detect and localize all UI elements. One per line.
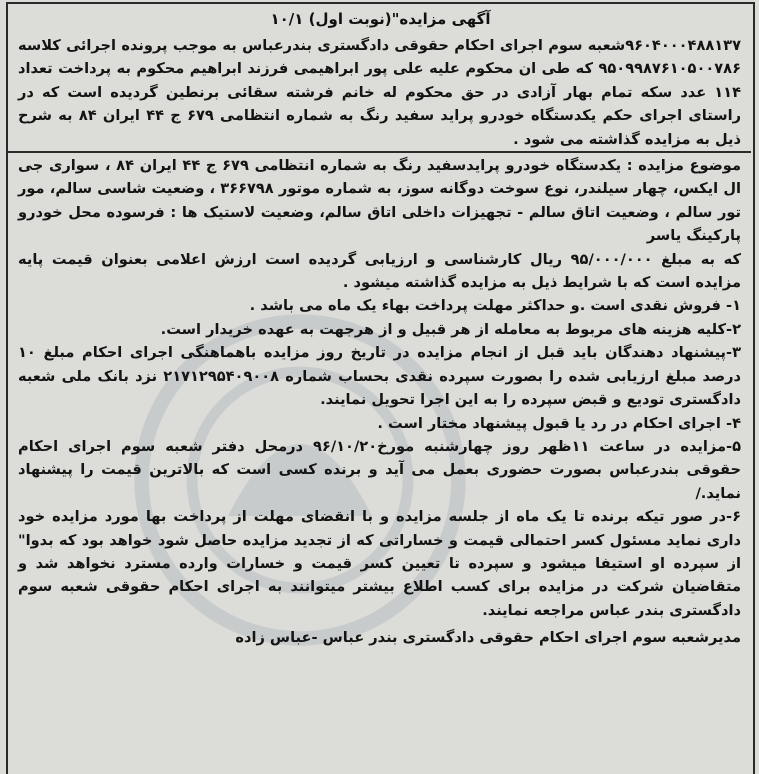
condition-item: ۳-پیشنهاد دهندگان باید قبل از انجام مزایده در تاریخ روز مزایده باهماهنگی اجرای احکام مبلغ ۱۰ درصد مبلغ ارزیابی شده را بصورت سپرده نقدی بحساب شماره ۲۱۷۱۲۹۵۴۰۹۰۰۸ نزد بانک ملی شعبه دادگستری تودیع و قبض سپرده را به این اجرا تحویل نمایند.: [18, 344, 741, 409]
notice-subject: موضوع مزایده : یکدستگاه خودرو پرایدسفید رنگ به شماره انتظامی ۶۷۹ ج ۴۴ ایران ۸۴ ، سواری جی ال ایکس، چهار سیلندر، نوع سوخت دوگانه سوز، به شماره موتور ۳۶۶۷۹۸ ، وضعیت شاسی سالم، مور تور سالم ، وضعیت اتاق سالم - تجهیزات داخلی اتاق سالم، وضعیت لاستیک ها : فرسوده محل خودرو پارکینگ یاسر: [18, 157, 741, 245]
notice-valuation: که به مبلغ ۹۵/۰۰۰/۰۰۰ ریال کارشناسی و ارزیابی گردیده است ارزش اعلامی بعنوان قیمت پایه مزایده است که با شرایط ذیل به مزایده گذاشته میشود .: [18, 250, 741, 292]
notice-signature: مدیرشعبه سوم اجرای احکام حقوقی دادگستری بندر عباس -عباس زاده: [235, 629, 741, 647]
notice-intro: ۹۶۰۴۰۰۰۴۸۸۱۳۷شعبه سوم اجرای احکام حقوقی دادگستری بندرعباس به موجب پرونده اجرائی کلاسه ۹۵۰۹۹۸۷۶۱۰۵۰۰۷۸۶ که طی ان محکوم علیه علی پور ابراهیمی فرزند ابراهیم محکوم به پرداخت تعداد ۱۱۴ عدد سکه تمام بهار آزادی در حق محکوم له خانم فرشته سقائی برنطین گردیده است که در راستای اجرای حکم یکدستگاه خودرو پراید سفید رنگ به شماره انتظامی ۶۷۹ ج ۴۴ ایران ۸۴ به شرح ذیل به مزایده گذاشته می شود .: [18, 37, 741, 148]
condition-item: ۴- اجرای احکام در رد یا قبول پیشنهاد مختار است .: [377, 414, 741, 432]
condition-item: ۱- فروش نقدی است .و حداکثر مهلت پرداخت بهاء یک ماه می باشد .: [249, 297, 741, 315]
notice-frame: [6, 2, 755, 774]
section-divider: [6, 151, 751, 153]
notice-body: [8, 34, 753, 650]
notice-title: آگهی مزایده"(نوبت اول) ۱۰/۱: [270, 10, 491, 28]
condition-item: ۲-کلیه هزینه های مربوط به معامله از هر قبیل و از هرجهت به عهده خریدار است.: [160, 320, 741, 338]
condition-item: ۵-مزایده در ساعت ۱۱ظهر روز چهارشنبه مورخ۹۶/۱۰/۲۰ درمحل دفتر شعبه سوم اجرای احکام حقوقی بندرعباس بصورت حضوری بعمل می آید و برنده کسی است که بالاترین قیمت را پیشنهاد نماید./: [18, 437, 741, 502]
condition-item: ۶-در صور تیکه برنده تا یک ماه از جلسه مزایده و با انقضای مهلت از پرداخت بها مورد مزایده خود داری نماید مسئول کسر احتمالی قیمت و خساراتی که از تجدید مزایده حاصل شود خواهد بود که بدوا" از سپرده او استیفا میشود و سپرده تا تعیین کسر قیمت و خسارات وارده مسترد نخواهد شد و متقاضیان شرکت در مزایده برای کسب اطلاع بیشتر میتوانند به اجرای احکام حقوقی شعبه سوم دادگستری بندر عباس مراجعه نمایند.: [18, 508, 741, 619]
